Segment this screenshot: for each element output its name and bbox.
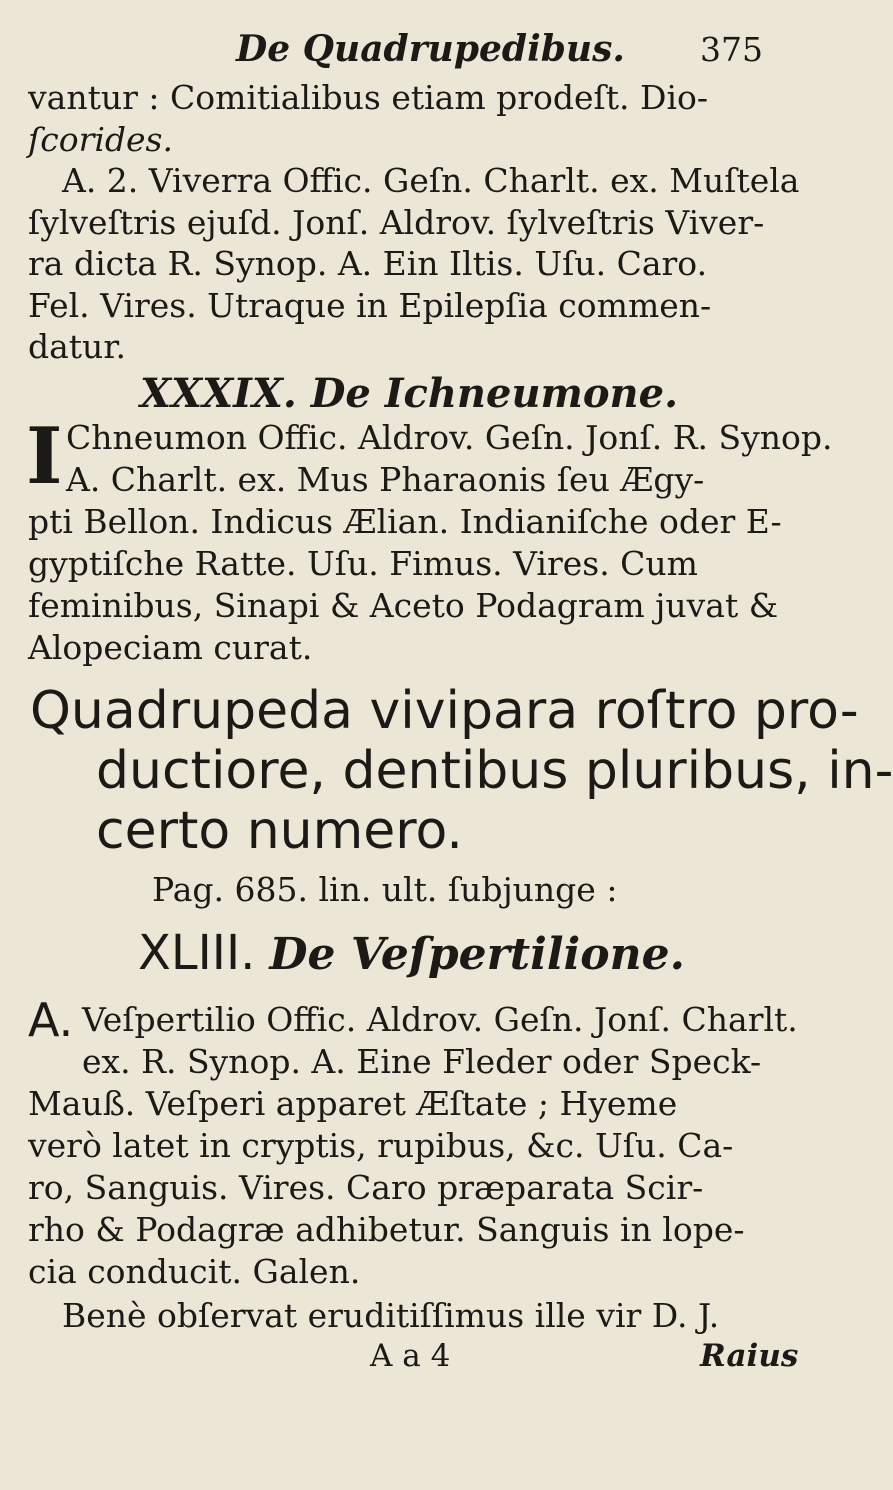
page-number: 375 — [700, 30, 763, 69]
section-title: De Veſpertilione. — [269, 929, 685, 980]
text-line: cia conducit. Galen. — [28, 1252, 361, 1291]
text-line: Fel. Vires. Utraque in Epilepſia commen- — [28, 286, 712, 325]
running-title: De Quadrupedibus. — [236, 28, 625, 70]
big-heading-line: ductiore, dentibus pluribus, in- — [96, 741, 893, 801]
catchword: Raius — [700, 1338, 799, 1374]
text-line: feminibus, Sinapi & Aceto Podagram juvat & — [28, 586, 779, 625]
page-header — [0, 28, 800, 78]
text-line: ra dicta R. Synop. A. Ein Iltis. Uſu. Caro. — [28, 244, 708, 283]
text-line: verò latet in cryptis, rupibus, &c. Uſu. Ca- — [28, 1126, 734, 1165]
text-line: Alopeciam curat. — [28, 628, 313, 667]
section-title: De Ichneumone. — [310, 370, 679, 417]
text-line: Veſpertilio Offic. Aldrov. Geſn. Jonſ. Charlt. — [82, 1000, 798, 1039]
text-line: ſylveſtris ejuſd. Jonſ. Aldrov. ſylveſtris Viver- — [28, 203, 765, 242]
text-line: A. Charlt. ex. Mus Pharaonis ſeu Ægy- — [66, 460, 705, 499]
text-line: gyptiſche Ratte. Uſu. Fimus. Vires. Cum — [28, 544, 698, 583]
text-line: datur. — [28, 327, 126, 366]
text-line: A. 2. Viverra Offic. Geſn. Charlt. ex. Muſtela — [62, 161, 800, 200]
text-line: ro, Sanguis. Vires. Caro præparata Scir- — [28, 1168, 704, 1207]
text-line: rho & Podagræ adhibetur. Sanguis in lope- — [28, 1210, 745, 1249]
section-heading-xxxix — [140, 370, 678, 417]
section-number: XXXIX. — [140, 370, 297, 417]
section-heading-xliii — [138, 925, 685, 981]
section-number: XLIII. — [138, 925, 256, 981]
text-line: pti Bellon. Indicus Ælian. Indianiſche oder E- — [28, 502, 782, 541]
text-line: Benè obſervat eruditiſſimus ille vir D. J. — [62, 1296, 720, 1335]
big-heading-line: certo numero. — [96, 801, 463, 861]
signature-mark: A a 4 — [370, 1338, 451, 1374]
text-line: ex. R. Synop. A. Eine Fleder oder Speck- — [82, 1042, 762, 1081]
subjunge-note: Pag. 685. lin. ult. ſubjunge : — [152, 870, 618, 909]
text-line: Chneumon Offic. Aldrov. Geſn. Jonſ. R. Synop. — [66, 418, 833, 457]
text-line: ſcorides. — [28, 120, 173, 159]
big-heading-line: Quadrupeda vivipara roſtro pro- — [30, 681, 859, 741]
drop-cap: A. — [28, 993, 74, 1047]
drop-cap: I — [26, 411, 63, 502]
text-line: Mauß. Veſperi apparet Æſtate ; Hyeme — [28, 1084, 678, 1123]
text-line: vantur : Comitialibus etiam prodeſt. Dio- — [28, 78, 709, 117]
